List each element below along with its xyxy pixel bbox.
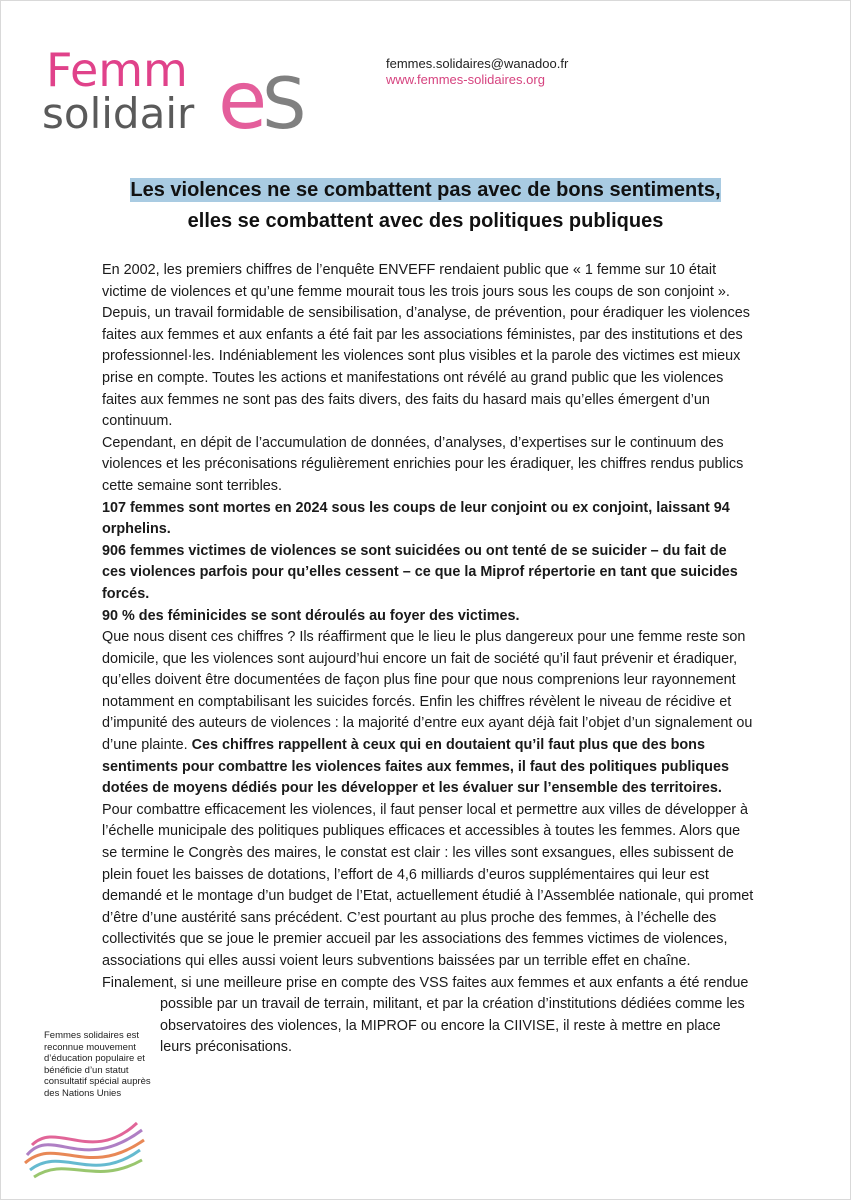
paragraph-depuis: Depuis, un travail formidable de sensibilisation, d’analyse, de prévention, pour éradiquer les violences faites aux femmes et aux enfants a été fait par les associations féministes, par des institutions et des professionnel·les. Indéniablement les violences sont plus visibles et la parole des victimes est mieux prise en compte. Toutes les actions et manifestations ont révélé au grand public que les violences faites aux femmes ne sont pas des faits divers, des faits du hasard mais qu’elles émergent d’un continuum.: [102, 305, 750, 430]
decorative-ribbons: [22, 1115, 147, 1185]
contact-block: [386, 56, 568, 88]
paragraph-que-nous-disent: [102, 627, 754, 800]
page-title: [0, 175, 851, 237]
stat-suicides-forces: 906 femmes victimes de violences se sont suicidées ou ont tenté de se suicider – du fait de ces violences parfois pour qu’elles cessent – ce que la Miprof répertorie en tant que suicides forcés.: [102, 542, 738, 602]
paragraph-enveff: En 2002, les premiers chiffres de l’enquête ENVEFF rendaient public que « 1 femme sur 10 était victime de violences et qu’une femme mourait tous les trois jours sous les coups de son conjoint ».: [102, 262, 730, 300]
femmes-solidaires-logo: [40, 38, 330, 138]
paragraph-cependant: Cependant, en dépit de l’accumulation de données, d’analyses, d’expertises sur le continuum des violences et les préconisations régulièrement enrichies pour les éradiquer, les chiffres rendus publics cette semaine sont terribles.: [102, 434, 744, 494]
stat-femmes-mortes: 107 femmes sont mortes en 2024 sous les coups de leur conjoint ou ex conjoint, laissant 94 orphelins.: [102, 499, 730, 538]
logo-big-s: S: [262, 63, 307, 138]
title-line-2: elles se combattent avec des politiques publiques: [187, 210, 664, 232]
paragraph-combattre: Pour combattre efficacement les violences, il faut penser local et permettre aux villes de développer à l’échelle municipale des politiques publiques efficaces et accessibles à toutes les femmes. Alors que se termine le Congrès des maires, le constat est clair : les villes sont exsangues, elles subissent de plein fouet les baisses de dotations, l’effort de 4,6 milliards d’euros supplémentaires qui leur est demandé et le montage d’un budget de l’Etat, actuellement étudié à l’Assemblée nationale, qui promet d’être d’une austérité sans précédent. C’est pourtant au plus proche des femmes, à l’échelle des collectivités que se joue le premier accueil par les associations des femmes victimes de violences, associations qui elles aussi voient leurs subventions baissées par un terrible effet en chaîne.: [102, 801, 754, 969]
contact-email[interactable]: femmes.solidaires@wanadoo.fr: [386, 56, 569, 71]
title-line-1: Les violences ne se combattent pas avec de bons sentiments,: [130, 179, 721, 201]
article-body: [102, 260, 754, 1059]
paragraph-que-nous-disent-text: Que nous disent ces chiffres ? Ils réaffirment que le lieu le plus dangereux pour une femme reste son domicile, que les violences sont aujourd’hui encore un fait de société qu’il faut prévenir et éradiquer, qu’elles doivent être documentées de façon plus fine pour que nous comprenions leur rayonnement notamment en comptabilisant les suicides forcés. Enfin les chiffres révèlent le niveau de récidive et d’impunité des auteurs de violences : la majorité d’entre eux ayant déjà fait l’objet d’un signalement ou d’une plainte.: [102, 629, 753, 754]
logo-big-e: e: [218, 54, 268, 138]
paragraph-que-nous-disent-bold: Ces chiffres rappellent à ceux qui en doutaient qu’il faut plus que des bons sentiments pour combattre les violences faites aux femmes, il faut des politiques publiques dotées de moyens dédiés pour les développer et les évaluer sur l’ensemble des territoires.: [102, 737, 729, 797]
side-note: Femmes solidaires est reconnue mouvement d’éducation populaire et bénéficie d’un statut consultatif spécial auprès des Nations Unies: [44, 1030, 151, 1099]
stat-feminicides-foyer: 90 % des féminicides se sont déroulés au foyer des victimes.: [102, 607, 520, 624]
logo-femm: Femm: [46, 43, 188, 97]
paragraph-finalement-rest: possible par un travail de terrain, militant, et par la création d’institutions dédiées comme les observatoires des violences, la MIPROF ou encore la CIIVISE, il reste à mettre en place leurs préconisations.: [160, 996, 745, 1056]
contact-website[interactable]: www.femmes-solidaires.org: [386, 72, 545, 87]
logo-solidair: solidair: [42, 89, 195, 138]
paragraph-finalement-first-line: Finalement, si une meilleure prise en compte des VSS faites aux femmes et aux enfants a été rendue: [102, 974, 749, 991]
